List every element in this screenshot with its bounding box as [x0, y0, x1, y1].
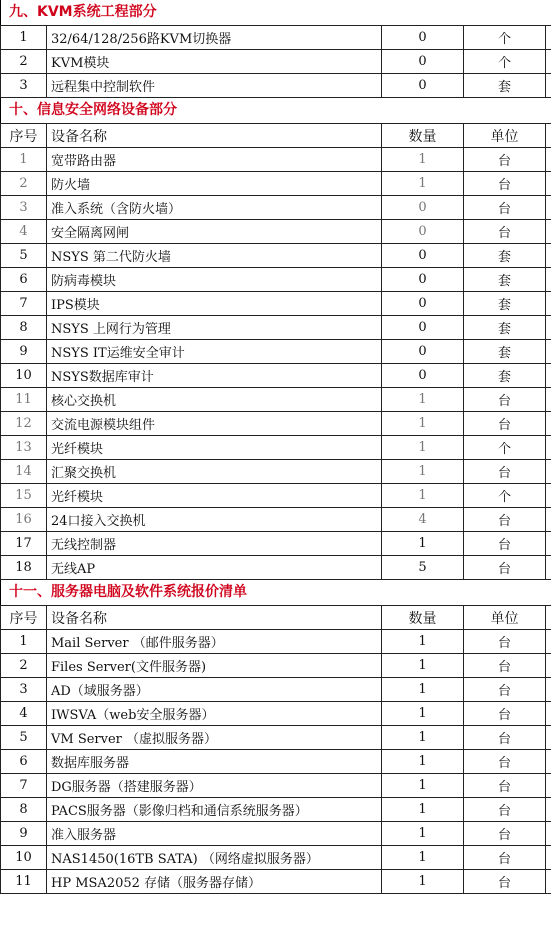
- row-item-name: KVM模块: [47, 50, 382, 74]
- table-cell-extra: [546, 870, 551, 894]
- row-item-name: IPS模块: [47, 292, 382, 316]
- table-row: [1, 316, 551, 340]
- table-cell-extra: [546, 268, 551, 292]
- table-cell-extra: [546, 630, 551, 654]
- row-index: 8: [1, 316, 47, 340]
- row-index: 10: [1, 364, 47, 388]
- table-cell-extra: [546, 412, 551, 436]
- table-cell-extra: [546, 774, 551, 798]
- row-unit: 套: [464, 268, 546, 292]
- row-unit: 台: [464, 822, 546, 846]
- section-title: 十一、服务器电脑及软件系统报价清单: [0, 580, 551, 605]
- header-index: 序号: [1, 606, 47, 630]
- table-cell-extra: [546, 244, 551, 268]
- table-row: [1, 220, 551, 244]
- row-item-name: HP MSA2052 存储（服务器存储）: [47, 870, 382, 894]
- row-index: 7: [1, 292, 47, 316]
- table-row: [1, 702, 551, 726]
- table-cell-extra: [546, 172, 551, 196]
- table-row: [1, 74, 551, 98]
- row-quantity: 1: [382, 654, 464, 678]
- table-cell-extra: [546, 220, 551, 244]
- row-quantity: 0: [382, 220, 464, 244]
- header-unit: 单位: [464, 124, 546, 148]
- row-item-name: NSYS 第二代防火墙: [47, 244, 382, 268]
- row-quantity: 1: [382, 726, 464, 750]
- row-item-name: 24口接入交换机: [47, 508, 382, 532]
- table-cell-extra: [546, 798, 551, 822]
- table-row: [1, 798, 551, 822]
- table-row: [1, 532, 551, 556]
- row-unit: 台: [464, 798, 546, 822]
- row-unit: 台: [464, 630, 546, 654]
- row-unit: 台: [464, 774, 546, 798]
- table-header-row: [1, 606, 551, 630]
- row-quantity: 1: [382, 484, 464, 508]
- row-index: 1: [1, 148, 47, 172]
- table-row: [1, 268, 551, 292]
- row-quantity: 1: [382, 172, 464, 196]
- row-index: 2: [1, 654, 47, 678]
- row-quantity: 1: [382, 630, 464, 654]
- row-item-name: AD（域服务器）: [47, 678, 382, 702]
- row-unit: 个: [464, 26, 546, 50]
- row-quantity: 0: [382, 244, 464, 268]
- row-unit: 台: [464, 412, 546, 436]
- row-item-name: NSYS 上网行为管理: [47, 316, 382, 340]
- row-index: 3: [1, 678, 47, 702]
- table-row: [1, 460, 551, 484]
- table-row: [1, 50, 551, 74]
- row-unit: 台: [464, 726, 546, 750]
- table-cell-extra: [546, 292, 551, 316]
- row-unit: 台: [464, 460, 546, 484]
- row-quantity: 1: [382, 870, 464, 894]
- table-cell-extra: [546, 74, 551, 98]
- row-index: 8: [1, 798, 47, 822]
- header-unit: 单位: [464, 606, 546, 630]
- row-index: 7: [1, 774, 47, 798]
- table-row: [1, 846, 551, 870]
- row-quantity: 4: [382, 508, 464, 532]
- table-row: [1, 244, 551, 268]
- table-row: [1, 172, 551, 196]
- row-item-name: 准入系统（含防火墙）: [47, 196, 382, 220]
- table-row: [1, 678, 551, 702]
- row-index: 13: [1, 436, 47, 460]
- row-quantity: 0: [382, 340, 464, 364]
- row-quantity: 0: [382, 364, 464, 388]
- table-cell-extra: [546, 556, 551, 580]
- row-index: 4: [1, 702, 47, 726]
- row-item-name: 远程集中控制软件: [47, 74, 382, 98]
- row-quantity: 0: [382, 196, 464, 220]
- section-title: 十、信息安全网络设备部分: [0, 98, 551, 123]
- row-quantity: 1: [382, 822, 464, 846]
- row-item-name: Files Server(文件服务器): [47, 654, 382, 678]
- row-quantity: 1: [382, 388, 464, 412]
- row-index: 1: [1, 26, 47, 50]
- table-row: [1, 148, 551, 172]
- row-unit: 个: [464, 50, 546, 74]
- header-quantity: 数量: [382, 124, 464, 148]
- row-item-name: 光纤模块: [47, 436, 382, 460]
- row-unit: 个: [464, 436, 546, 460]
- row-index: 2: [1, 172, 47, 196]
- row-unit: 台: [464, 220, 546, 244]
- row-unit: 台: [464, 846, 546, 870]
- row-index: 15: [1, 484, 47, 508]
- row-quantity: 0: [382, 268, 464, 292]
- table-row: [1, 364, 551, 388]
- row-unit: 套: [464, 74, 546, 98]
- table-row: [1, 870, 551, 894]
- row-unit: 台: [464, 388, 546, 412]
- header-index: 序号: [1, 124, 47, 148]
- table-cell-extra: [546, 750, 551, 774]
- row-index: 9: [1, 340, 47, 364]
- row-index: 5: [1, 726, 47, 750]
- row-unit: 台: [464, 172, 546, 196]
- table-row: [1, 436, 551, 460]
- table-row: [1, 388, 551, 412]
- row-index: 6: [1, 268, 47, 292]
- table-cell-extra: [546, 148, 551, 172]
- table-row: [1, 822, 551, 846]
- header-quantity: 数量: [382, 606, 464, 630]
- row-item-name: NAS1450(16TB SATA) （网络虚拟服务器）: [47, 846, 382, 870]
- table-row: [1, 26, 551, 50]
- row-quantity: 0: [382, 50, 464, 74]
- table-cell-extra: [546, 532, 551, 556]
- table-cell-extra: [546, 340, 551, 364]
- row-index: 2: [1, 50, 47, 74]
- row-index: 10: [1, 846, 47, 870]
- table-cell-extra: [546, 726, 551, 750]
- table-row: [1, 750, 551, 774]
- row-item-name: PACS服务器（影像归档和通信系统服务器）: [47, 798, 382, 822]
- table-row: [1, 508, 551, 532]
- row-unit: 台: [464, 556, 546, 580]
- row-item-name: 无线AP: [47, 556, 382, 580]
- row-index: 3: [1, 74, 47, 98]
- row-unit: 台: [464, 702, 546, 726]
- row-quantity: 1: [382, 774, 464, 798]
- section-title: 九、KVM系统工程部分: [0, 0, 551, 25]
- row-unit: 台: [464, 750, 546, 774]
- row-item-name: 宽带路由器: [47, 148, 382, 172]
- header-name: 设备名称: [47, 606, 382, 630]
- row-quantity: 0: [382, 74, 464, 98]
- table-cell-extra: [546, 388, 551, 412]
- row-index: 3: [1, 196, 47, 220]
- table-row: [1, 484, 551, 508]
- table-cell-extra: [546, 364, 551, 388]
- table-row: [1, 412, 551, 436]
- row-unit: 台: [464, 532, 546, 556]
- row-quantity: 0: [382, 292, 464, 316]
- table-row: [1, 630, 551, 654]
- row-item-name: 光纤模块: [47, 484, 382, 508]
- row-quantity: 5: [382, 556, 464, 580]
- row-quantity: 1: [382, 148, 464, 172]
- header-name: 设备名称: [47, 124, 382, 148]
- table-row: [1, 196, 551, 220]
- table-row: [1, 774, 551, 798]
- item-table: [0, 123, 551, 580]
- row-unit: 台: [464, 654, 546, 678]
- row-item-name: 防火墙: [47, 172, 382, 196]
- row-item-name: DG服务器（搭建服务器）: [47, 774, 382, 798]
- table-row: [1, 556, 551, 580]
- row-quantity: 1: [382, 702, 464, 726]
- row-quantity: 1: [382, 460, 464, 484]
- row-item-name: 核心交换机: [47, 388, 382, 412]
- row-index: 9: [1, 822, 47, 846]
- row-unit: 个: [464, 484, 546, 508]
- row-item-name: 无线控制器: [47, 532, 382, 556]
- row-quantity: 0: [382, 316, 464, 340]
- table-cell-extra: [546, 50, 551, 74]
- table-row: [1, 726, 551, 750]
- row-index: 6: [1, 750, 47, 774]
- row-unit: 台: [464, 870, 546, 894]
- row-item-name: 32/64/128/256路KVM切换器: [47, 26, 382, 50]
- row-index: 14: [1, 460, 47, 484]
- item-table: [0, 605, 551, 894]
- row-index: 12: [1, 412, 47, 436]
- table-cell-extra: [546, 124, 551, 148]
- row-quantity: 1: [382, 846, 464, 870]
- row-item-name: 汇聚交换机: [47, 460, 382, 484]
- row-quantity: 1: [382, 750, 464, 774]
- table-cell-extra: [546, 436, 551, 460]
- table-header-row: [1, 124, 551, 148]
- row-item-name: NSYS IT运维安全审计: [47, 340, 382, 364]
- row-unit: 套: [464, 316, 546, 340]
- table-row: [1, 292, 551, 316]
- row-item-name: 交流电源模块组件: [47, 412, 382, 436]
- table-row: [1, 340, 551, 364]
- row-index: 16: [1, 508, 47, 532]
- table-cell-extra: [546, 26, 551, 50]
- table-cell-extra: [546, 678, 551, 702]
- row-unit: 套: [464, 364, 546, 388]
- row-quantity: 1: [382, 436, 464, 460]
- row-item-name: 安全隔离网闸: [47, 220, 382, 244]
- item-table: [0, 25, 551, 98]
- row-item-name: IWSVA（web安全服务器）: [47, 702, 382, 726]
- table-cell-extra: [546, 316, 551, 340]
- table-cell-extra: [546, 508, 551, 532]
- row-quantity: 1: [382, 798, 464, 822]
- table-row: [1, 654, 551, 678]
- row-index: 17: [1, 532, 47, 556]
- row-item-name: VM Server （虚拟服务器）: [47, 726, 382, 750]
- row-item-name: Mail Server （邮件服务器）: [47, 630, 382, 654]
- table-cell-extra: [546, 654, 551, 678]
- row-quantity: 1: [382, 532, 464, 556]
- table-cell-extra: [546, 484, 551, 508]
- row-item-name: 数据库服务器: [47, 750, 382, 774]
- table-cell-extra: [546, 196, 551, 220]
- table-cell-extra: [546, 606, 551, 630]
- table-cell-extra: [546, 846, 551, 870]
- row-item-name: 准入服务器: [47, 822, 382, 846]
- row-unit: 台: [464, 678, 546, 702]
- row-index: 11: [1, 870, 47, 894]
- row-quantity: 1: [382, 678, 464, 702]
- row-quantity: 1: [382, 412, 464, 436]
- row-index: 18: [1, 556, 47, 580]
- row-index: 1: [1, 630, 47, 654]
- row-item-name: 防病毒模块: [47, 268, 382, 292]
- table-cell-extra: [546, 702, 551, 726]
- row-unit: 套: [464, 292, 546, 316]
- row-index: 4: [1, 220, 47, 244]
- row-quantity: 0: [382, 26, 464, 50]
- table-cell-extra: [546, 822, 551, 846]
- row-unit: 套: [464, 340, 546, 364]
- row-unit: 台: [464, 508, 546, 532]
- row-index: 5: [1, 244, 47, 268]
- row-unit: 套: [464, 244, 546, 268]
- row-item-name: NSYS数据库审计: [47, 364, 382, 388]
- row-unit: 台: [464, 196, 546, 220]
- row-index: 11: [1, 388, 47, 412]
- table-cell-extra: [546, 460, 551, 484]
- row-unit: 台: [464, 148, 546, 172]
